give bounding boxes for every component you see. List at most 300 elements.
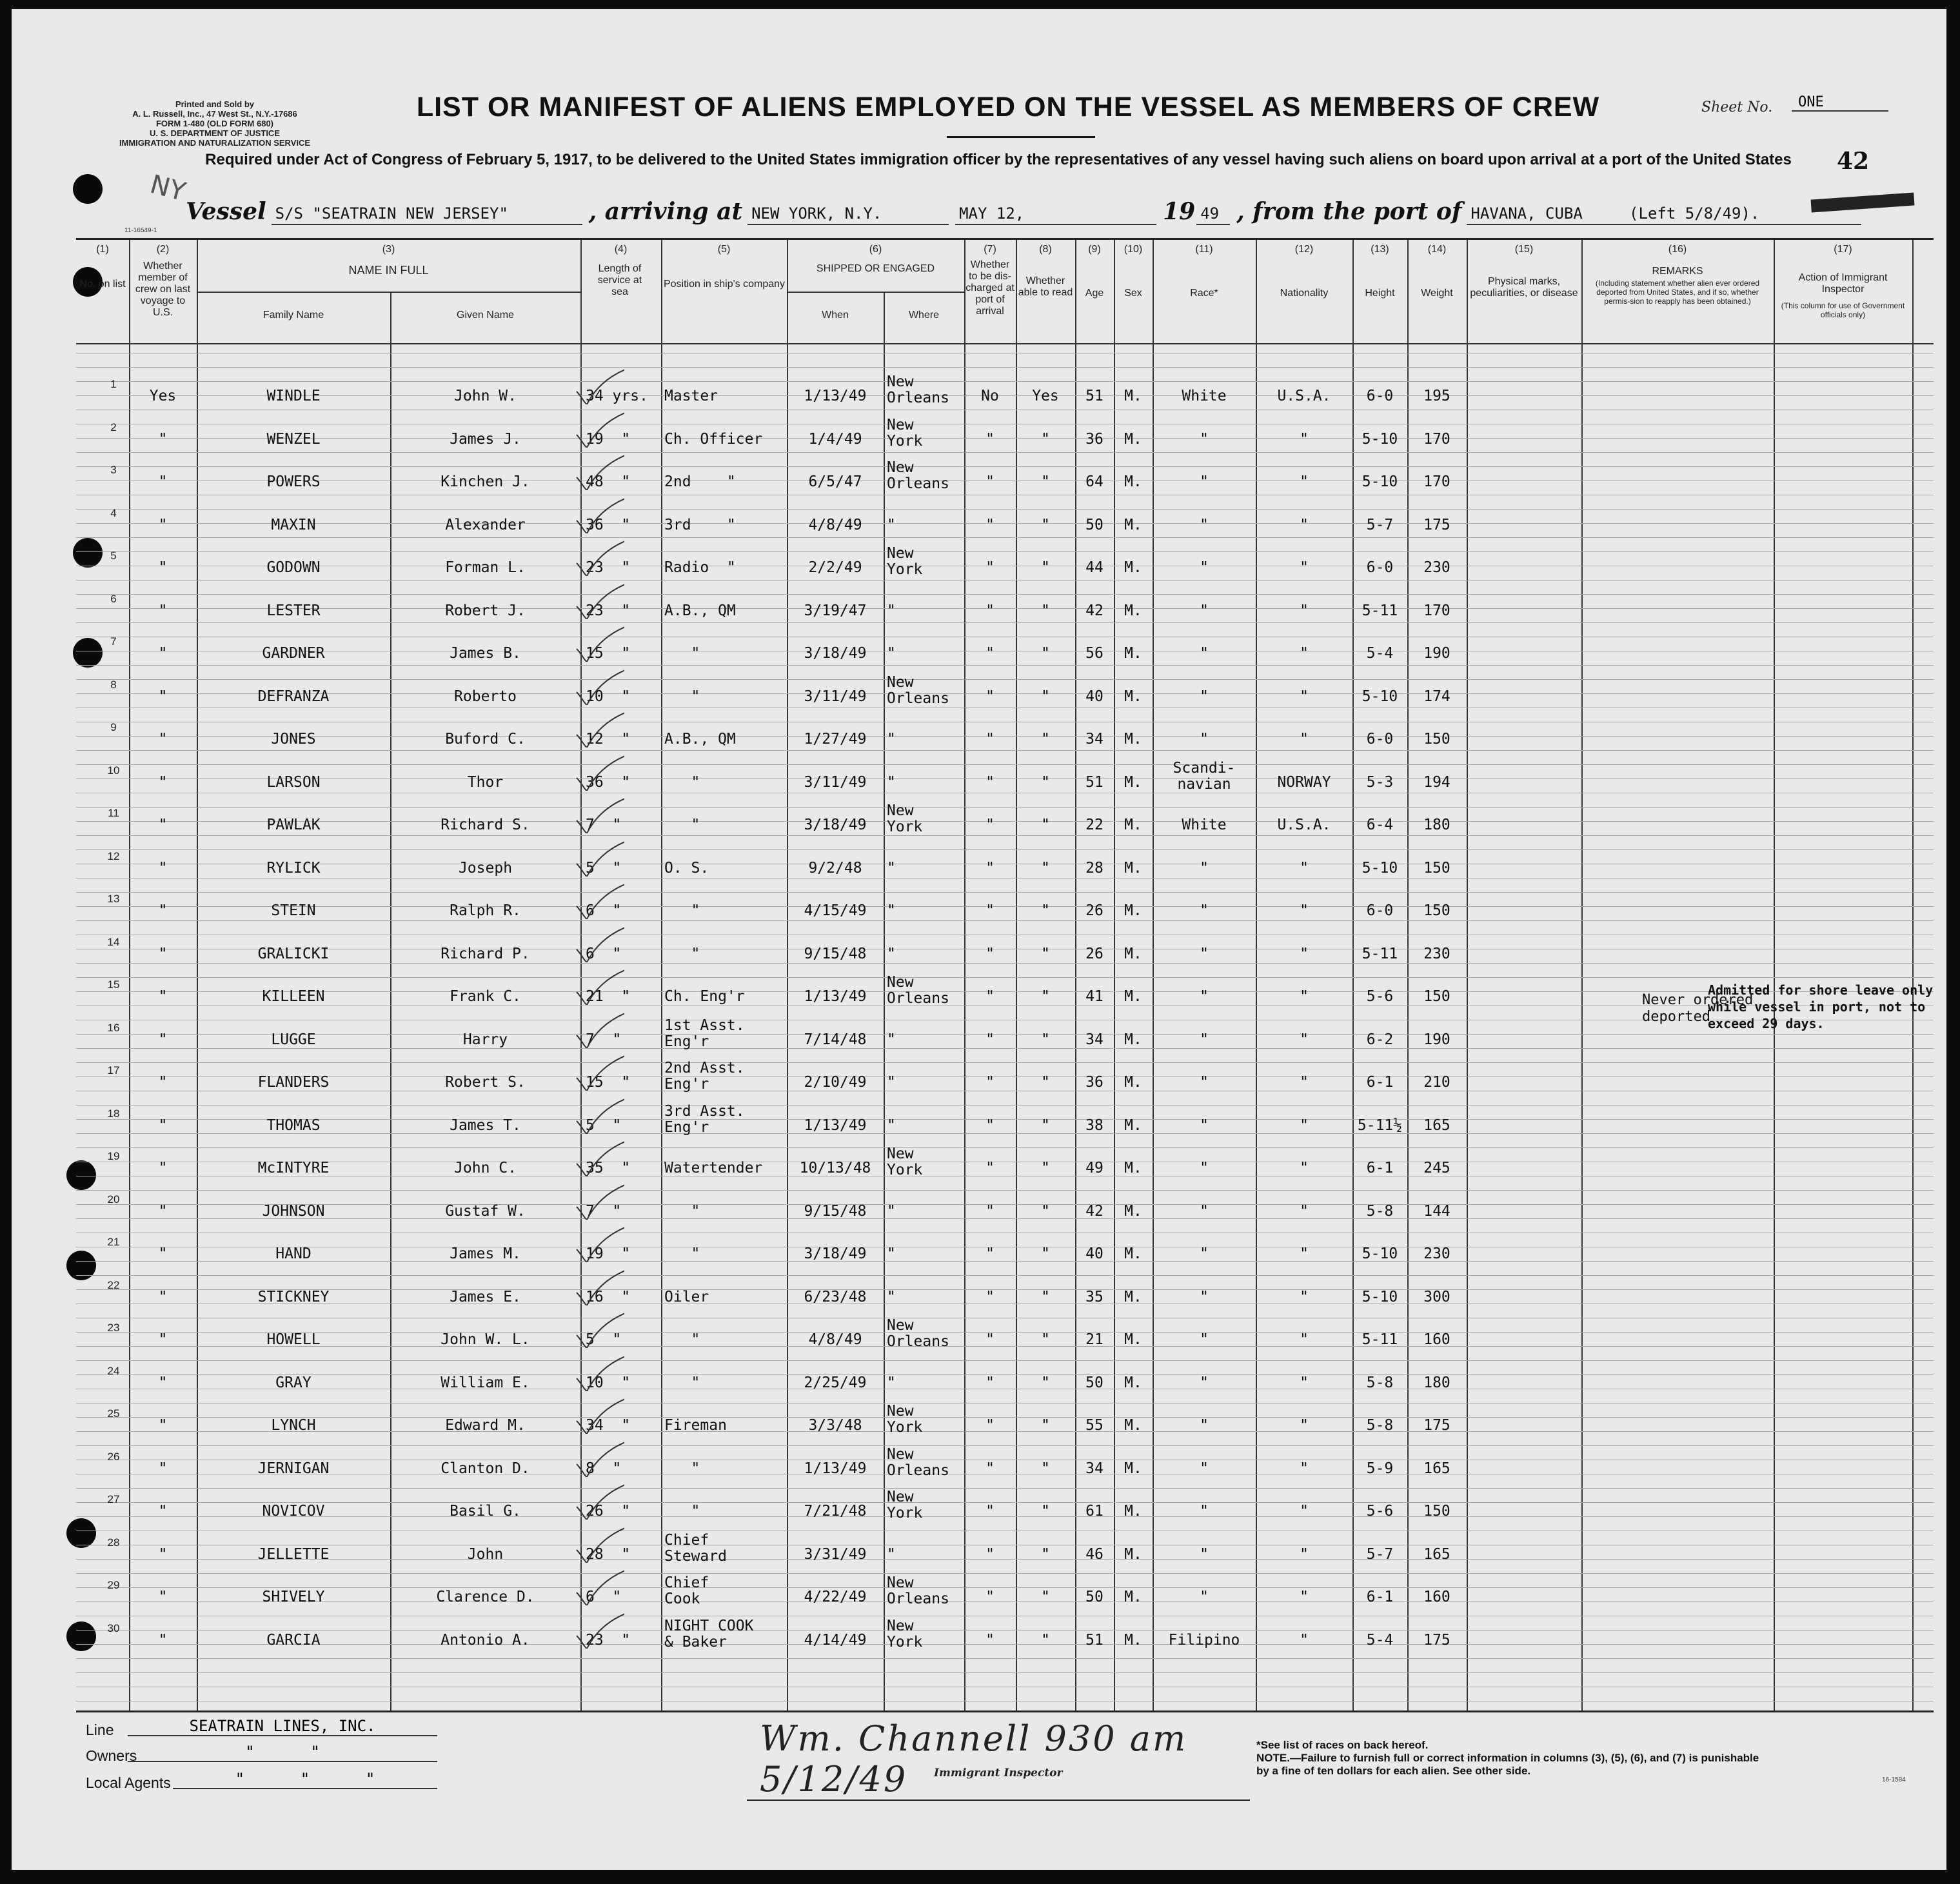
cell-height: 6-0 — [1366, 731, 1394, 748]
cell-discharged: " — [985, 473, 995, 490]
cell-discharged: " — [985, 1245, 995, 1262]
cell-nationality: " — [1300, 1417, 1309, 1434]
cell-where: New Orleans — [887, 1574, 949, 1607]
cell-age: 40 — [1085, 1245, 1104, 1262]
cell-read: " — [1041, 1460, 1050, 1477]
cell-read: Yes — [1032, 388, 1059, 404]
col-header-discharged: Whether to be dis-charged at port of arrival — [965, 259, 1015, 317]
cell-age: 55 — [1085, 1417, 1104, 1434]
ruled-line — [76, 977, 1934, 978]
cell-when: 4/8/49 — [808, 516, 862, 533]
cell-read: " — [1041, 945, 1050, 962]
row-number: 12 — [107, 849, 120, 862]
cell-discharged: " — [985, 1202, 995, 1220]
cell-height: 5-7 — [1366, 1545, 1394, 1563]
cell-nationality: U.S.A. — [1277, 817, 1331, 833]
ruled-line — [76, 1147, 1934, 1148]
cell-sex: M. — [1124, 430, 1142, 448]
cell-weight: 144 — [1423, 1202, 1450, 1220]
cell-weight: 195 — [1423, 388, 1450, 404]
cell-service: 5 " — [586, 859, 622, 877]
arrival-date: MAY 12, — [955, 204, 1156, 225]
cell-given: Thor — [467, 773, 504, 791]
cell-nationality: " — [1300, 516, 1309, 533]
cell-sex: M. — [1124, 1288, 1142, 1305]
cell-given: Antonio A. — [441, 1631, 530, 1649]
cell-sex: M. — [1124, 516, 1142, 533]
cell-nationality: " — [1300, 1160, 1309, 1176]
cell-read: " — [1041, 859, 1050, 877]
cell-prev: " — [158, 902, 168, 919]
check-mark-icon — [573, 1224, 624, 1262]
cell-family: GARCIA — [266, 1631, 321, 1649]
cell-age: 61 — [1085, 1503, 1104, 1520]
cell-nationality: " — [1300, 1374, 1309, 1391]
cell-height: 5-6 — [1366, 988, 1394, 1005]
cell-given: Forman L. — [445, 559, 526, 576]
cell-when: 2/2/49 — [808, 559, 862, 576]
cell-sex: M. — [1124, 859, 1142, 877]
col-number: (2) — [156, 244, 170, 255]
cell-family: THOMAS — [266, 1116, 321, 1134]
row-number: 29 — [107, 1579, 120, 1591]
cell-when: 9/15/48 — [804, 1202, 867, 1220]
cell-prev: " — [158, 731, 168, 748]
cell-position: " — [664, 773, 700, 791]
col-header-read: Whether able to read — [1018, 275, 1073, 298]
cell-service: 6 " — [586, 902, 622, 919]
column-rule — [1153, 240, 1154, 1710]
penalty-note: *See list of races on back hereof. NOTE.—Failure to furnish full or correct information in columns (3), (5), (6), and (7) is punishable by a fine of ten dollars for each alien. See other side. — [1256, 1739, 1759, 1777]
cell-weight: 300 — [1423, 1288, 1450, 1305]
arriving-label: , arriving at — [588, 198, 743, 225]
document-title: LIST OR MANIFEST OF ALIENS EMPLOYED ON THE VESSEL AS MEMBERS OF CREW — [416, 92, 1600, 123]
cell-read: " — [1041, 1074, 1050, 1091]
cell-when: 1/13/49 — [804, 988, 867, 1005]
cell-weight: 194 — [1423, 773, 1450, 791]
cell-height: 5-8 — [1366, 1417, 1394, 1434]
row-number: 13 — [107, 893, 120, 905]
agents-value: " " " — [173, 1770, 437, 1789]
cell-weight: 170 — [1423, 430, 1450, 448]
cell-position: " — [664, 1460, 700, 1477]
row-number: 26 — [107, 1450, 120, 1463]
name-subrule — [197, 292, 580, 293]
cell-age: 51 — [1085, 1631, 1104, 1649]
cell-race: " — [1200, 1031, 1209, 1048]
cell-service: 5 " — [586, 1331, 622, 1348]
check-mark-icon — [573, 880, 624, 919]
cell-nationality: " — [1300, 602, 1309, 619]
cell-where: New York — [887, 1617, 923, 1651]
check-mark-icon — [573, 1438, 624, 1477]
cell-nationality: " — [1300, 1202, 1309, 1220]
col-header-when: When — [822, 310, 849, 321]
cell-height: 6-1 — [1366, 1589, 1394, 1605]
row-number: 20 — [107, 1193, 120, 1205]
crew-table — [76, 238, 1934, 1712]
cell-height: 5-11 — [1361, 1331, 1398, 1348]
cell-given: William E. — [441, 1374, 530, 1391]
col-header-shipped: SHIPPED OR ENGAGED — [816, 263, 935, 274]
cell-read: " — [1041, 773, 1050, 791]
ruled-line — [76, 1630, 1934, 1631]
cell-family: HAND — [275, 1245, 312, 1262]
cell-given: Clarence D. — [436, 1589, 535, 1605]
header-separator — [76, 343, 1934, 344]
check-mark-icon — [573, 1610, 624, 1649]
col-header-physical-marks: Physical marks, peculiarities, or disease — [1470, 276, 1578, 299]
cell-given: James B. — [450, 645, 521, 662]
col-header-nationality: Nationality — [1280, 288, 1329, 299]
cell-when: 1/13/49 — [804, 388, 867, 404]
ruled-line — [76, 509, 1934, 510]
cell-height: 5-10 — [1361, 473, 1398, 490]
cell-race: White — [1182, 388, 1227, 404]
cell-age: 22 — [1085, 817, 1104, 833]
ruled-line — [76, 679, 1934, 680]
column-rule — [964, 240, 965, 1710]
cell-height: 5-4 — [1366, 1631, 1394, 1649]
cell-discharged: " — [985, 602, 995, 619]
sheet-label: Sheet No. — [1701, 99, 1773, 115]
cell-height: 6-0 — [1366, 388, 1394, 404]
cell-sex: M. — [1124, 1031, 1142, 1048]
check-mark-icon — [573, 451, 624, 490]
cell-service: 36 " — [586, 773, 631, 791]
vessel-name: S/S "SEATRAIN NEW JERSEY" — [272, 204, 582, 225]
cell-given: Edward M. — [445, 1417, 526, 1434]
cell-sex: M. — [1124, 602, 1142, 619]
cell-sex: M. — [1124, 1545, 1142, 1563]
row-number: 22 — [107, 1278, 120, 1291]
column-rule — [1407, 240, 1409, 1710]
cell-race: " — [1200, 559, 1209, 576]
cell-service: 7 " — [586, 817, 622, 833]
form-number: 16-1584 — [1882, 1776, 1906, 1783]
cell-given: Robert S. — [445, 1074, 526, 1091]
ruled-line — [76, 1672, 1934, 1673]
ruled-line — [76, 1105, 1934, 1106]
cell-race: " — [1200, 1288, 1209, 1305]
cell-read: " — [1041, 1417, 1050, 1434]
printer-info — [63, 99, 366, 148]
cell-weight: 175 — [1423, 516, 1450, 533]
check-mark-icon — [573, 1353, 624, 1391]
cell-family: FLANDERS — [257, 1074, 330, 1091]
col-number: (7) — [984, 244, 996, 255]
col-header-height: Height — [1365, 288, 1395, 299]
ruled-line — [76, 537, 1934, 538]
cell-weight: 190 — [1423, 1031, 1450, 1048]
check-mark-icon — [573, 537, 624, 576]
ruled-line — [76, 665, 1934, 666]
ruled-line — [76, 1275, 1934, 1276]
cell-nationality: " — [1300, 430, 1309, 448]
cell-read: " — [1041, 1545, 1050, 1563]
row-number: 10 — [107, 764, 120, 777]
cell-position: " — [664, 645, 700, 662]
cell-position: 2nd Asst. Eng'r — [664, 1060, 745, 1093]
cell-family: GRALICKI — [257, 945, 330, 962]
cell-where: " — [887, 945, 896, 962]
cell-read: " — [1041, 602, 1050, 619]
cell-race: " — [1200, 945, 1209, 962]
cell-sex: M. — [1124, 1460, 1142, 1477]
cell-family: RYLICK — [266, 859, 321, 877]
cell-nationality: " — [1300, 1503, 1309, 1520]
cell-when: 6/5/47 — [808, 473, 862, 490]
col-number: (3) — [382, 244, 395, 255]
cell-read: " — [1041, 1589, 1050, 1605]
cell-age: 50 — [1085, 516, 1104, 533]
cell-height: 5-8 — [1366, 1374, 1394, 1391]
cell-race: " — [1200, 1503, 1209, 1520]
cell-read: " — [1041, 1031, 1050, 1048]
cell-nationality: " — [1300, 1031, 1309, 1048]
agents-label: Local Agents — [86, 1774, 171, 1791]
cell-given: James J. — [450, 430, 521, 448]
cell-height: 5-3 — [1366, 773, 1394, 791]
col-number: (13) — [1371, 244, 1389, 255]
cell-service: 12 " — [586, 731, 631, 748]
cell-where: New York — [887, 1145, 923, 1178]
cell-discharged: " — [985, 1460, 995, 1477]
cell-sex: M. — [1124, 473, 1142, 490]
cell-race: " — [1200, 1417, 1209, 1434]
cell-read: " — [1041, 559, 1050, 576]
cell-family: NOVICOV — [262, 1503, 325, 1520]
cell-read: " — [1041, 645, 1050, 662]
cell-age: 44 — [1085, 559, 1104, 576]
cell-position: O. S. — [664, 859, 709, 877]
cell-service: 34 " — [586, 1417, 631, 1434]
cell-race: Filipino — [1168, 1631, 1240, 1649]
printer-line: U. S. DEPARTMENT OF JUSTICE — [150, 128, 280, 138]
cell-where: " — [887, 1545, 896, 1563]
cell-read: " — [1041, 1116, 1050, 1134]
cell-height: 5-4 — [1366, 645, 1394, 662]
cell-height: 5-11½ — [1357, 1116, 1403, 1134]
cell-given: John W. — [454, 388, 517, 404]
cell-discharged: " — [985, 1116, 995, 1134]
cell-read: " — [1041, 988, 1050, 1005]
cell-read: " — [1041, 1374, 1050, 1391]
cell-weight: 180 — [1423, 817, 1450, 833]
cell-where: " — [887, 645, 896, 662]
cell-position: " — [664, 688, 700, 705]
col-header-action: Action of Immigrant Inspector — [1798, 272, 1888, 295]
ruled-line — [76, 849, 1934, 850]
row-number: 17 — [107, 1064, 120, 1076]
cell-race: " — [1200, 731, 1209, 748]
vessel-label: Vessel — [186, 198, 266, 225]
cell-service: 5 " — [586, 1116, 622, 1134]
cell-read: " — [1041, 1202, 1050, 1220]
cell-service: 19 " — [586, 430, 631, 448]
year-prefix: 19 — [1163, 198, 1196, 225]
cell-weight: 170 — [1423, 602, 1450, 619]
cell-sex: M. — [1124, 645, 1142, 662]
cell-height: 5-10 — [1361, 688, 1398, 705]
row-number: 25 — [107, 1407, 120, 1420]
check-mark-icon — [573, 966, 624, 1005]
cell-prev: " — [158, 1074, 168, 1091]
check-mark-icon — [573, 1138, 624, 1176]
cell-sex: M. — [1124, 817, 1142, 833]
cell-prev: " — [158, 1116, 168, 1134]
cell-when: 2/10/49 — [804, 1074, 867, 1091]
cell-service: 10 " — [586, 1374, 631, 1391]
cell-age: 35 — [1085, 1288, 1104, 1305]
cell-age: 46 — [1085, 1545, 1104, 1563]
column-rule — [1467, 240, 1468, 1710]
cell-weight: 165 — [1423, 1116, 1450, 1134]
ruled-line — [76, 835, 1934, 836]
cell-nationality: " — [1300, 1116, 1309, 1134]
cell-family: GODOWN — [266, 559, 321, 576]
cell-prev: Yes — [149, 388, 177, 404]
cell-position: Watertender — [664, 1160, 763, 1176]
cell-family: JERNIGAN — [257, 1460, 330, 1477]
ruled-line — [76, 1062, 1934, 1063]
row-number: 30 — [107, 1621, 120, 1634]
cell-prev: " — [158, 1631, 168, 1649]
cell-height: 6-0 — [1366, 559, 1394, 576]
cell-weight: 150 — [1423, 859, 1450, 877]
col-header-remarks-note: (Including statement whether alien ever ordered deported from United States, and if so, whether permis-sion to reapply has been obtained.) — [1595, 279, 1760, 306]
col-number: (12) — [1294, 244, 1314, 255]
cell-service: 23 " — [586, 559, 631, 576]
cell-family: LARSON — [266, 773, 321, 791]
cell-where: New Orleans — [887, 673, 949, 707]
cell-race: " — [1200, 1160, 1209, 1176]
cell-prev: " — [158, 1460, 168, 1477]
check-mark-icon — [573, 838, 624, 877]
cell-read: " — [1041, 688, 1050, 705]
ruled-line — [76, 551, 1934, 552]
column-rule — [197, 240, 198, 1710]
cell-height: 5-8 — [1366, 1202, 1394, 1220]
column-rule — [1912, 240, 1914, 1710]
check-mark-icon — [573, 1395, 624, 1434]
cell-where: " — [887, 1116, 896, 1134]
cell-height: 5-6 — [1366, 1503, 1394, 1520]
row-number: 18 — [107, 1107, 120, 1120]
cell-weight: 190 — [1423, 645, 1450, 662]
cell-where: " — [887, 516, 896, 533]
cell-service: 8 " — [586, 1460, 622, 1477]
cell-weight: 174 — [1423, 688, 1450, 705]
cell-position: " — [664, 1503, 700, 1520]
cell-weight: 150 — [1423, 731, 1450, 748]
cell-race: " — [1200, 988, 1209, 1005]
cell-given: Robert J. — [445, 602, 526, 619]
sheet-number: ONE — [1792, 94, 1888, 112]
cell-where: New York — [887, 1403, 923, 1436]
remark-never-deported: Never ordered deported — [1642, 992, 1754, 1025]
ruled-line — [76, 764, 1934, 765]
check-mark-icon — [573, 366, 624, 404]
cell-nationality: " — [1300, 1245, 1309, 1262]
printer-line: A. L. Russell, Inc., 47 West St., N.Y.-17686 — [132, 109, 297, 119]
cell-when: 1/13/49 — [804, 1116, 867, 1134]
cell-prev: " — [158, 1331, 168, 1348]
ruled-line — [76, 466, 1934, 467]
cell-read: " — [1041, 1631, 1050, 1649]
inspector-label: Immigrant Inspector — [934, 1767, 1063, 1780]
cell-nationality: " — [1300, 473, 1309, 490]
cell-sex: M. — [1124, 1589, 1142, 1605]
row-number: 19 — [107, 1150, 120, 1162]
cell-sex: M. — [1124, 1631, 1142, 1649]
line-label: Line — [86, 1721, 114, 1738]
ruled-line — [76, 1658, 1934, 1659]
cell-service: 6 " — [586, 945, 622, 962]
cell-weight: 160 — [1423, 1331, 1450, 1348]
cell-given: Gustaf W. — [445, 1202, 526, 1220]
cell-given: John W. L. — [441, 1331, 530, 1348]
cell-prev: " — [158, 516, 168, 533]
cell-height: 6-2 — [1366, 1031, 1394, 1048]
check-mark-icon — [573, 1567, 624, 1605]
cell-service: 35 " — [586, 1160, 631, 1176]
cell-when: 10/13/48 — [799, 1160, 871, 1176]
cell-position: " — [664, 1374, 700, 1391]
cell-nationality: " — [1300, 945, 1309, 962]
document-subtitle: Required under Act of Congress of February 5, 1917, to be delivered to the United States immigration officer by the representatives of any vessel having such aliens on board upon arrival at a port of the United States — [205, 151, 1792, 168]
cell-age: 49 — [1085, 1160, 1104, 1176]
cell-prev: " — [158, 988, 168, 1005]
col-number: (5) — [717, 244, 731, 255]
ruled-line — [76, 594, 1934, 595]
cell-discharged: " — [985, 430, 995, 448]
cell-when: 4/14/49 — [804, 1631, 867, 1649]
cell-height: 5-9 — [1366, 1460, 1394, 1477]
cell-family: JOHNSON — [262, 1202, 325, 1220]
cell-read: " — [1041, 1503, 1050, 1520]
cell-age: 51 — [1085, 388, 1104, 404]
cell-nationality: " — [1300, 1331, 1309, 1348]
cell-when: 3/18/49 — [804, 817, 867, 833]
cell-age: 56 — [1085, 645, 1104, 662]
check-mark-icon — [573, 623, 624, 662]
cell-position: " — [664, 1202, 700, 1220]
cell-discharged: " — [985, 1074, 995, 1091]
cell-discharged: " — [985, 1160, 995, 1176]
cell-nationality: " — [1300, 559, 1309, 576]
arrival-port: NEW YORK, N.Y. — [747, 204, 949, 225]
row-number: 6 — [110, 592, 117, 605]
cell-race: " — [1200, 1589, 1209, 1605]
cell-race: " — [1200, 1460, 1209, 1477]
check-mark-icon — [573, 1524, 624, 1563]
cell-position: Chief Cook — [664, 1574, 709, 1607]
col-header-service: Length of service at sea — [597, 263, 642, 297]
cell-when: 2/25/49 — [804, 1374, 867, 1391]
row-number: 23 — [107, 1322, 120, 1334]
cell-height: 5-11 — [1361, 602, 1398, 619]
cell-race: " — [1200, 1245, 1209, 1262]
ruled-line — [76, 1587, 1934, 1588]
cell-position: Fireman — [664, 1417, 727, 1434]
cell-given: Joseph — [458, 859, 513, 877]
row-number: 15 — [107, 978, 120, 991]
cell-family: LYNCH — [271, 1417, 316, 1434]
line-value: SEATRAIN LINES, INC. — [128, 1717, 437, 1736]
ruled-line — [76, 807, 1934, 808]
cell-prev: " — [158, 1417, 168, 1434]
